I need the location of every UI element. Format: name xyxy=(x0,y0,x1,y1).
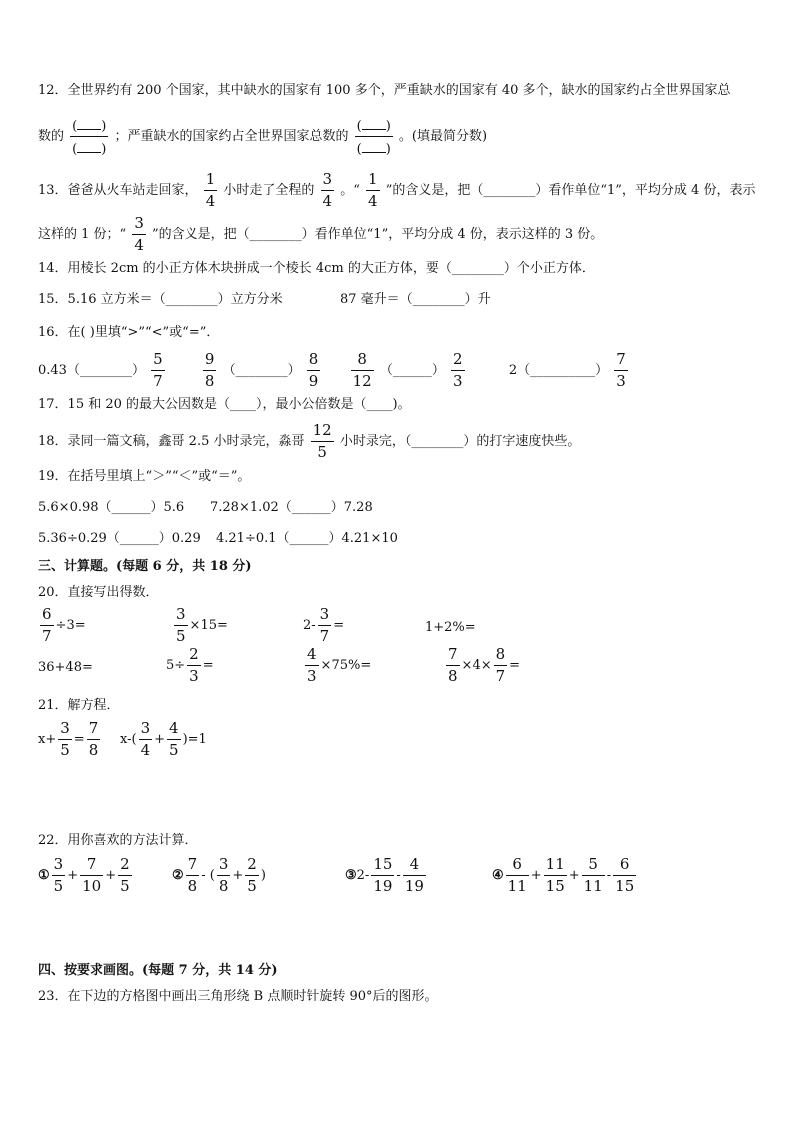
fraction: $\frac{7}{10}$ xyxy=(82,855,102,895)
fraction: $\frac{11}{15}$ xyxy=(545,855,565,895)
fraction: $\frac{1}{4}$ xyxy=(205,170,216,210)
fraction: $\frac{7}{3}$ xyxy=(616,350,626,390)
fraction: $\frac{12}{5}$ xyxy=(312,421,332,461)
fraction: $\frac{3}{5}$ xyxy=(60,719,70,759)
q19-row1-a[interactable]: 5.6×0.98（______）5.6 xyxy=(38,500,185,515)
fraction: $\frac{2}{3}$ xyxy=(189,645,199,685)
q19-row2-a[interactable]: 5.36÷0.29（______）0.29 xyxy=(38,531,201,546)
q13-line1: 13．爸爸从火车站走回家， $\frac{1}{4}$ 小时走了全程的 $\frac{3}{4}$ 。“ $\frac{1}{4}$ ”的含义是，把（________）看作单位“1”，平均分成 4 份，表示 xyxy=(38,170,756,210)
fraction: $\frac{4}{3}$ xyxy=(307,645,317,685)
q23-line: 23．在下边的方格图中画出三角形绕 B 点顺时针旋转 90°后的图形。 xyxy=(38,989,438,1004)
q20-expr-3: 2- $\frac{3}{7}$ = xyxy=(303,605,345,645)
q19-title: 19．在括号里填上“＞”“＜”或“＝”。 xyxy=(38,469,251,484)
q16-blank-1[interactable]: 0.43（________） xyxy=(38,363,145,378)
fraction: $\frac{8}{7}$ xyxy=(495,645,506,685)
fraction: $\frac{7}{8}$ xyxy=(88,719,99,759)
q13-blank-2[interactable]: ”的含义是，把（________）看作单位“1”，平均分成 4 份，表示这样的 3 份。 xyxy=(152,227,604,242)
fraction: $\frac{7}{8}$ xyxy=(448,645,458,685)
q12-text-b: ；严重缺水的国家约占全世界国家总数的 xyxy=(114,129,349,144)
fraction: $\frac{2}{5}$ xyxy=(120,855,130,895)
fraction: $\frac{2}{5}$ xyxy=(247,855,257,895)
q22-problem-4: ④ $\frac{6}{11}$ + $\frac{11}{15}$ + $\frac{5}{11}$ - $\frac{6}{15}$ xyxy=(492,855,635,895)
q19-row2-b[interactable]: 4.21÷0.1（______）4.21×10 xyxy=(216,531,398,546)
section-3-heading: 三、计算题。(每题 6 分，共 18 分) xyxy=(38,559,252,574)
fraction: $\frac{5}{11}$ xyxy=(583,855,603,895)
fraction: $\frac{3}{5}$ xyxy=(176,605,186,645)
fraction: $\frac{1}{4}$ xyxy=(368,170,378,210)
fraction: $\frac{4}{5}$ xyxy=(169,719,179,759)
q20-expr-1: $\frac{6}{7}$ ÷3= xyxy=(42,605,86,645)
q20-title: 20．直接写出得数． xyxy=(38,585,159,600)
q12-answer-fraction-1[interactable]: ( ) ( ) xyxy=(72,119,107,157)
q18-blank[interactable]: 小时录完，（________）的打字速度快些。 xyxy=(339,434,581,449)
q22-problem-3: ③2- $\frac{15}{19}$ - $\frac{4}{19}$ xyxy=(345,855,424,895)
q20-expr-6: 5÷ $\frac{2}{3}$ = xyxy=(166,645,214,685)
q20-expr-5: 36+48= xyxy=(38,660,93,675)
q20-expr-7: $\frac{4}{3}$ ×75%= xyxy=(307,645,372,685)
q21-equation-2: x-( $\frac{3}{4}$ + $\frac{4}{5}$ )=1 xyxy=(120,719,207,759)
q15-part-a[interactable]: 15．5.16 立方米＝（________）立方分米 xyxy=(38,292,283,307)
fraction: $\frac{3}{7}$ xyxy=(319,605,330,645)
fraction: $\frac{8}{12}$ xyxy=(352,350,372,390)
q13-line2: 这样的 1 份；“ $\frac{3}{4}$ ”的含义是，把（________）看作单位“1”，平均分成 4 份，表示这样的 3 份。 xyxy=(38,214,604,254)
fraction: $\frac{9}{8}$ xyxy=(204,350,215,390)
q22-problem-2: ② $\frac{7}{8}$ - ( $\frac{3}{8}$ + $\frac{2}{5}$ ) xyxy=(172,855,266,895)
q12-line2 xyxy=(38,117,487,156)
q12-text-c: 。(填最简分数) xyxy=(398,129,488,144)
fraction: $\frac{5}{7}$ xyxy=(153,350,163,390)
fraction: $\frac{3}{4}$ xyxy=(322,170,333,210)
q21-equation-1: x+ $\frac{3}{5}$ = $\frac{7}{8}$ xyxy=(38,719,99,759)
q16-blank-4[interactable]: 2（__________） xyxy=(508,363,609,378)
fraction: $\frac{4}{19}$ xyxy=(404,855,424,895)
q16-items xyxy=(38,352,630,389)
fraction: $\frac{15}{19}$ xyxy=(373,855,393,895)
fraction: $\frac{6}{15}$ xyxy=(615,855,635,895)
fraction: $\frac{3}{5}$ xyxy=(53,855,64,895)
q12-line1: 12．全世界约有 200 个国家，其中缺水的国家有 100 多个，严重缺水的国家有 40 多个，缺水的国家约占全世界国家总 xyxy=(38,83,731,98)
fraction: $\frac{6}{11}$ xyxy=(507,855,527,895)
q20-expr-4: 1+2%= xyxy=(425,620,476,635)
q12-answer-fraction-2[interactable]: ( ) ( ) xyxy=(356,119,391,157)
fraction: $\frac{3}{8}$ xyxy=(218,855,229,895)
fraction: $\frac{3}{4}$ xyxy=(134,214,144,254)
fraction: $\frac{3}{4}$ xyxy=(140,719,151,759)
q16-blank-3[interactable]: （______） xyxy=(379,363,445,378)
q17-line[interactable]: 17．15 和 20 的最大公因数是（____），最小公倍数是（____)。 xyxy=(38,397,411,412)
q15-part-b[interactable]: 87 毫升＝（________）升 xyxy=(340,292,491,307)
fraction: $\frac{2}{3}$ xyxy=(452,350,463,390)
q12-text-a: 数的 xyxy=(38,129,65,144)
q22-problem-1: ① $\frac{3}{5}$ + $\frac{7}{10}$ + $\frac{2}{5}$ xyxy=(38,855,130,895)
q16-title: 16．在( )里填“>”“<”或“=”． xyxy=(38,325,220,340)
q20-expr-2: $\frac{3}{5}$ ×15= xyxy=(176,605,228,645)
q18-line: 18．录同一篇文稿，鑫哥 2.5 小时录完，淼哥 $\frac{12}{5}$ 小时录完，（________）的打字速度快些。 xyxy=(38,421,581,461)
q22-title: 22．用你喜欢的方法计算． xyxy=(38,833,198,848)
q21-title: 21．解方程． xyxy=(38,698,120,713)
fraction: $\frac{8}{9}$ xyxy=(308,350,319,390)
fraction: $\frac{6}{7}$ xyxy=(42,605,52,645)
q14-line[interactable]: 14．用棱长 2cm 的小正方体木块拼成一个棱长 4cm 的大正方体，要（________）个小正方体． xyxy=(38,261,595,276)
section-4-heading: 四、按要求画图。(每题 7 分，共 14 分) xyxy=(38,963,278,978)
fraction: $\frac{7}{8}$ xyxy=(187,855,198,895)
q20-expr-8: $\frac{7}{8}$ ×4× $\frac{8}{7}$ = xyxy=(448,645,521,685)
q19-row1-b[interactable]: 7.28×1.02（______）7.28 xyxy=(210,500,373,515)
q13-blank-1[interactable]: ”的含义是，把（________）看作单位“1”，平均分成 4 份，表示 xyxy=(385,183,756,198)
q16-blank-2[interactable]: （________） xyxy=(222,363,301,378)
